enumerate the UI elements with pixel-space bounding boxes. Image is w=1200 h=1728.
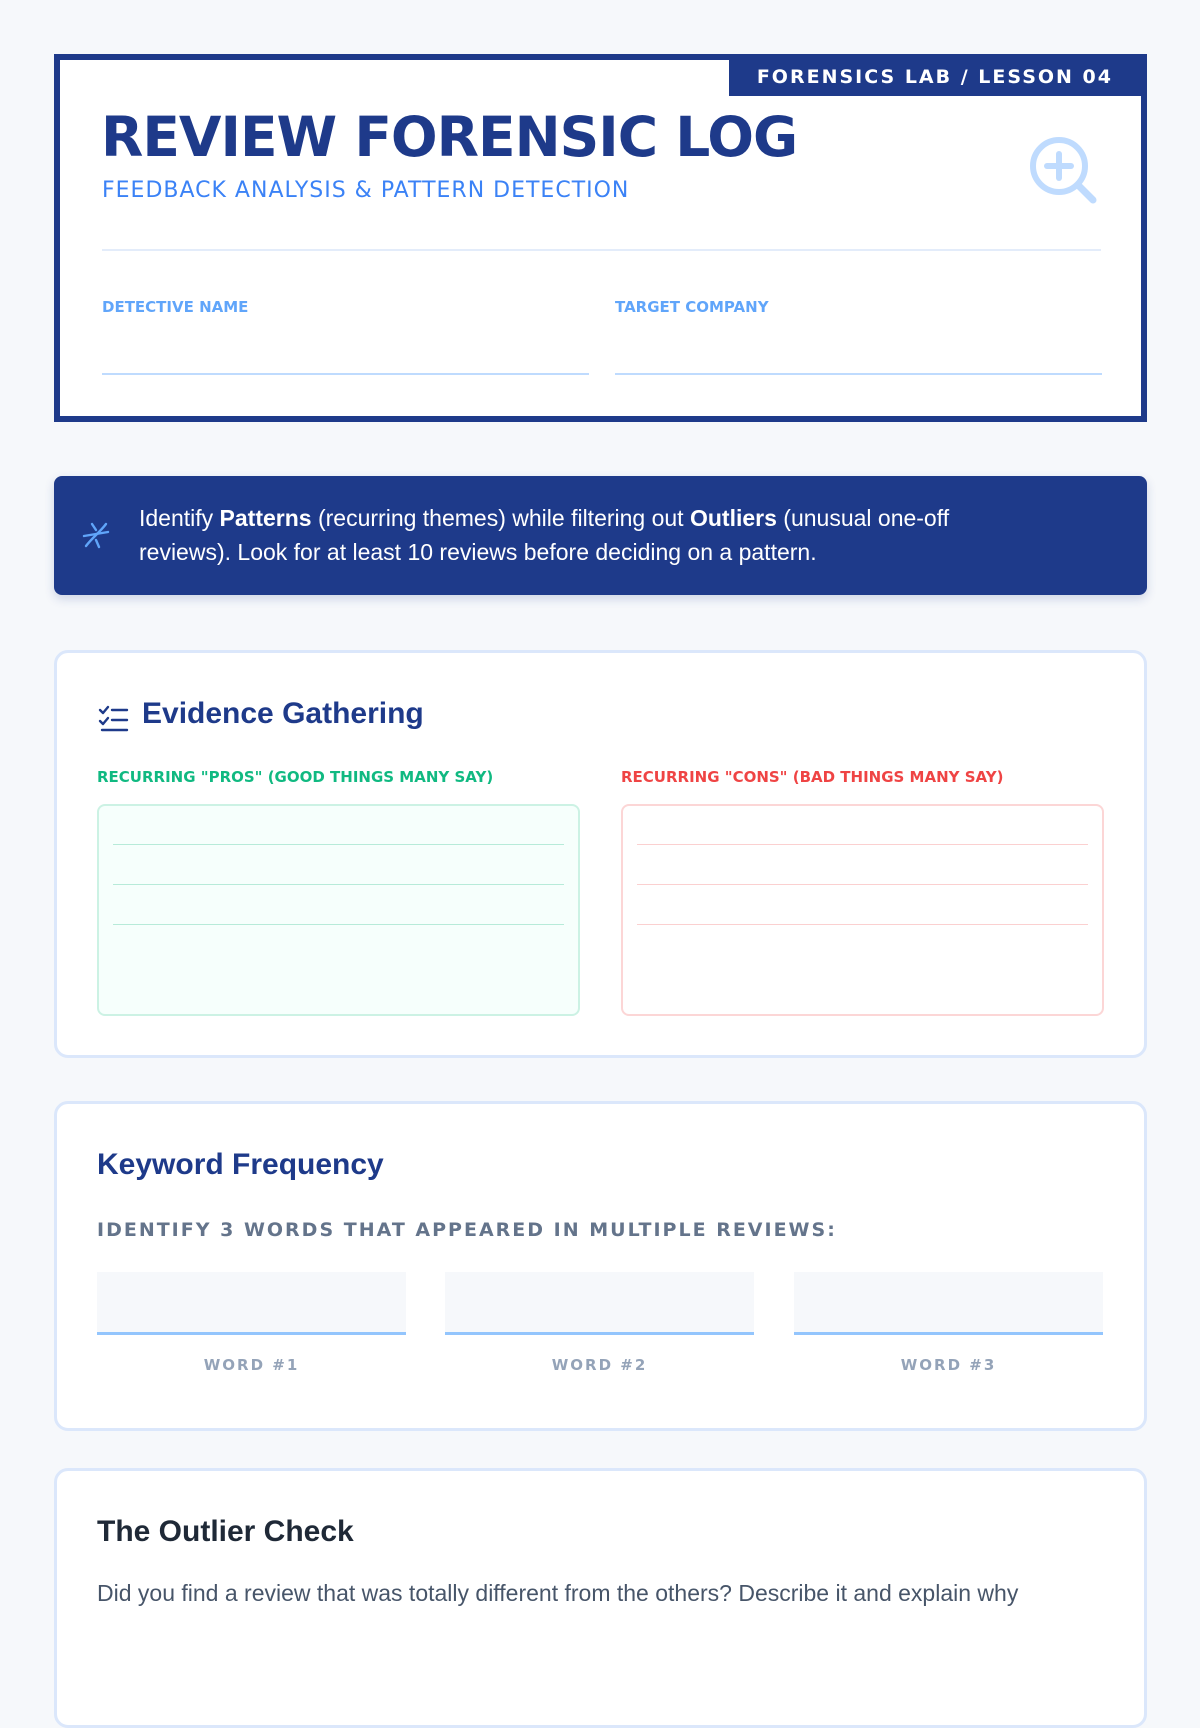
- worksheet: [54, 54, 1147, 1606]
- lesson-tag: FORENSICS LAB / LESSON 04: [729, 60, 1141, 96]
- cons-note-line: [637, 884, 1088, 885]
- target-company-label: TARGET COMPANY: [615, 298, 769, 316]
- checklist-icon: [97, 703, 129, 735]
- pros-note-line: [113, 884, 564, 885]
- instruction-banner: [54, 476, 1147, 595]
- word-1-label: WORD #1: [203, 1356, 300, 1374]
- target-company-field[interactable]: [615, 373, 1102, 375]
- evidence-gathering-card: [54, 650, 1147, 1058]
- worksheet-header: [54, 54, 1147, 422]
- outlier-prompt: Did you find a review that was totally different from the others? Describe it and explain why: [97, 1580, 1019, 1606]
- dna-icon: [80, 518, 112, 552]
- page-title: REVIEW FORENSIC LOG: [101, 105, 798, 169]
- page-subtitle: FEEDBACK ANALYSIS & PATTERN DETECTION: [102, 178, 630, 203]
- word-3-input[interactable]: [794, 1272, 1103, 1335]
- header-divider: [102, 249, 1101, 251]
- pros-note-line: [113, 844, 564, 845]
- outliers-term: Outliers: [689, 505, 777, 531]
- pros-notes-box[interactable]: [97, 804, 580, 1016]
- outlier-check-card: [54, 1468, 1147, 1728]
- word-2-label: WORD #2: [551, 1356, 648, 1374]
- cons-label: RECURRING "CONS" (BAD THINGS MANY SAY): [621, 768, 1004, 786]
- detective-name-field[interactable]: [102, 373, 589, 375]
- outlier-title: The Outlier Check: [97, 1515, 354, 1548]
- word-3-label: WORD #3: [900, 1356, 997, 1374]
- pros-label: RECURRING "PROS" (GOOD THINGS MANY SAY): [97, 768, 494, 786]
- cons-note-line: [637, 844, 1088, 845]
- pros-note-line: [113, 924, 564, 925]
- word-2-input[interactable]: [445, 1272, 754, 1335]
- cons-note-line: [637, 924, 1088, 925]
- word-1-input[interactable]: [97, 1272, 406, 1335]
- evidence-title: Evidence Gathering: [142, 697, 424, 730]
- cons-notes-box[interactable]: [621, 804, 1104, 1016]
- zoom-in-icon: [1027, 134, 1099, 206]
- keyword-instruction: IDENTIFY 3 WORDS THAT APPEARED IN MULTIPLE REVIEWS:: [97, 1219, 837, 1241]
- keyword-frequency-card: [54, 1101, 1147, 1431]
- detective-name-label: DETECTIVE NAME: [102, 298, 249, 316]
- patterns-term: Patterns: [219, 505, 312, 531]
- banner-text: Identify Patterns (recurring themes) while filtering out Outliers (unusual one-off reviews). Look for at least 10 reviews before deciding on a pattern.: [139, 505, 950, 565]
- keyword-title: Keyword Frequency: [97, 1148, 384, 1181]
